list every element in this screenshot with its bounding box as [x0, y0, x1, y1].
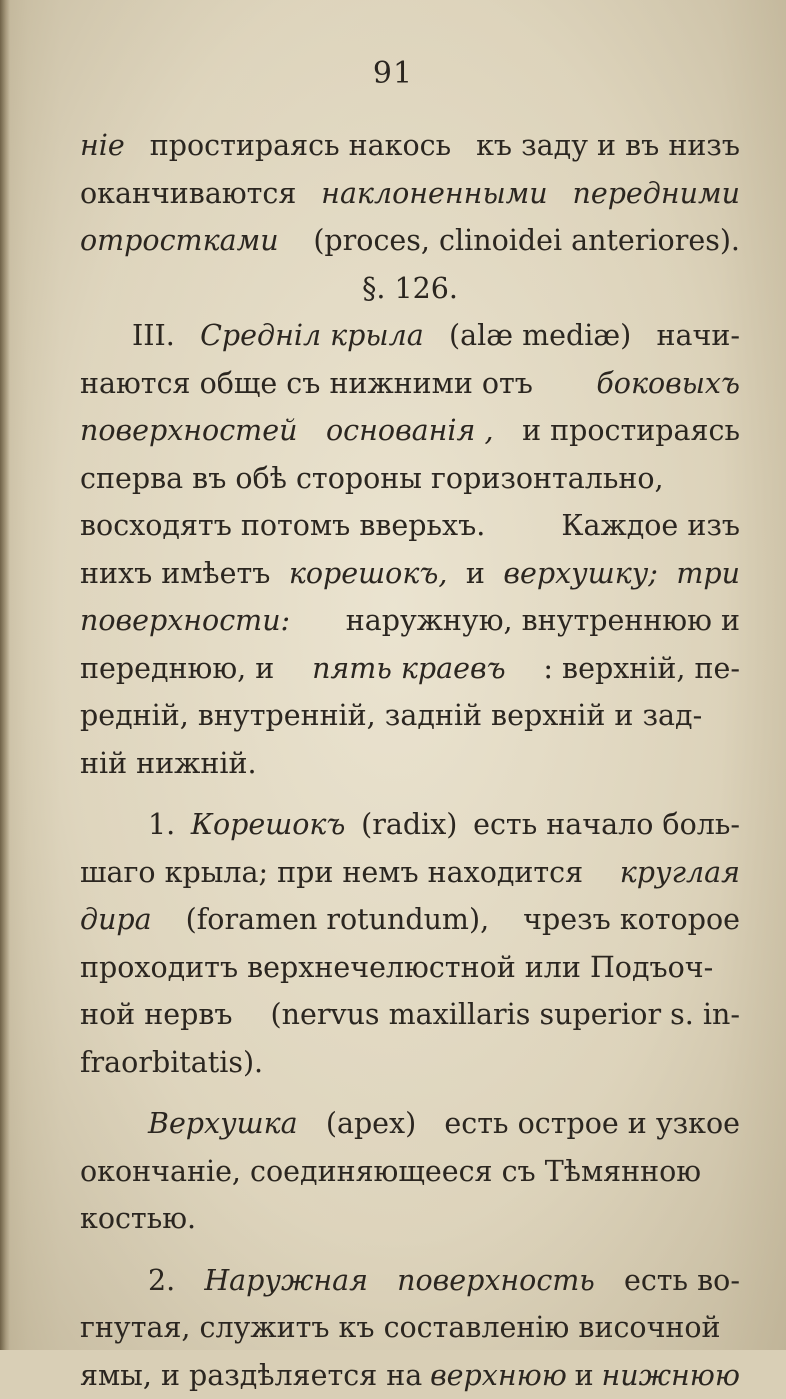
text-line: [80, 991, 740, 1039]
text-segment: (alæ mediæ): [449, 312, 631, 360]
text-segment: 2.: [148, 1257, 175, 1305]
italic-term: боковыхъ: [596, 360, 740, 408]
text-line: [80, 217, 740, 265]
text-segment: нихъ имѣетъ: [80, 550, 270, 598]
text-segment: переднюю, и: [80, 645, 274, 693]
text-segment: наружную, внутреннюю и: [346, 597, 740, 645]
italic-term: передними: [572, 170, 740, 218]
text-line: [80, 801, 740, 849]
text-line: [80, 170, 740, 218]
text-segment: (foramen rotundum),: [186, 896, 490, 944]
text-line: [80, 1257, 740, 1305]
text-line: [80, 896, 740, 944]
paragraph-gap: [80, 1086, 740, 1100]
text-segment: §. 126.: [362, 265, 458, 313]
italic-term: Корешокъ: [191, 801, 346, 849]
text-segment: простираясь накось: [150, 122, 451, 170]
text-line: [80, 1100, 740, 1148]
paragraph-gap: [80, 1243, 740, 1257]
text-segment: начи-: [657, 312, 740, 360]
text-segment: есть начало боль-: [473, 801, 740, 849]
text-line: [80, 1352, 740, 1399]
page-number: 91: [0, 56, 786, 91]
text-line: [80, 122, 740, 170]
italic-term: поверхностей: [80, 407, 297, 455]
text-segment: ямы, и раздѣляется на: [80, 1352, 422, 1399]
text-segment: костью.: [80, 1195, 196, 1243]
text-line: [80, 312, 740, 360]
text-segment: 1.: [148, 801, 175, 849]
text-segment: проходитъ верхнечелюстной или Подъоч-: [80, 944, 713, 992]
text-line: [80, 550, 740, 598]
italic-term: отростками: [80, 217, 279, 265]
italic-term: Средніл крыла: [200, 312, 424, 360]
text-segment: сперва въ обѣ стороны горизонтально,: [80, 455, 664, 503]
italic-term: верхнюю: [430, 1352, 567, 1399]
text-line: [80, 597, 740, 645]
italic-term: поверхности:: [80, 597, 290, 645]
binding-edge: [0, 0, 10, 1350]
text-segment: къ заду и въ низъ: [476, 122, 740, 170]
text-segment: ній нижній.: [80, 740, 257, 788]
text-segment: чрезъ которое: [523, 896, 740, 944]
text-segment: Каждое изъ: [561, 502, 740, 550]
text-segment: fraorbitatis).: [80, 1039, 263, 1087]
italic-term: пять краевъ: [312, 645, 506, 693]
italic-term: корешокъ,: [289, 550, 448, 598]
text-segment: есть острое и узкое: [444, 1100, 740, 1148]
text-line: [80, 645, 740, 693]
text-line: [80, 740, 740, 788]
italic-term: поверхность: [397, 1257, 595, 1305]
text-segment: : верхній, пе-: [543, 645, 740, 693]
text-line: [80, 692, 740, 740]
text-segment: окончаніе, соединяющееся съ Тѣмянною: [80, 1148, 701, 1196]
italic-term: нижнюю: [602, 1352, 740, 1399]
italic-term: ніе: [80, 122, 125, 170]
text-line: [80, 502, 740, 550]
text-line: [80, 1304, 740, 1352]
text-segment: гнутая, служитъ къ составленію височной: [80, 1304, 721, 1352]
text-line: [80, 944, 740, 992]
text-segment: (nervus maxillaris superior s. in-: [271, 991, 740, 1039]
text-segment: и простираясь: [522, 407, 740, 455]
italic-term: верхушку;: [503, 550, 657, 598]
text-segment: наются обще съ нижними отъ: [80, 360, 533, 408]
italic-term: круглая: [620, 849, 740, 897]
text-line: [80, 1195, 740, 1243]
text-line: [80, 407, 740, 455]
italic-term: основанія ,: [326, 407, 494, 455]
section-heading: [80, 265, 740, 313]
text-segment: (radix): [361, 801, 457, 849]
italic-term: три: [676, 550, 740, 598]
text-segment: и: [575, 1352, 594, 1399]
text-line: [80, 1039, 740, 1087]
text-line: [80, 360, 740, 408]
text-segment: редній, внутренній, задній верхній и зад-: [80, 692, 702, 740]
text-segment: восходятъ потомъ вверьхъ.: [80, 502, 485, 550]
italic-term: дира: [80, 896, 152, 944]
italic-term: Верхушка: [148, 1100, 298, 1148]
paragraph-gap: [80, 787, 740, 801]
text-segment: (apex): [326, 1100, 416, 1148]
text-line: [80, 455, 740, 503]
italic-term: Наружная: [204, 1257, 368, 1305]
text-segment: (proces, clinoidei anteriores).: [313, 217, 740, 265]
text-segment: ной нервъ: [80, 991, 233, 1039]
text-segment: III.: [132, 312, 175, 360]
text-segment: и: [466, 550, 485, 598]
body-text: [80, 122, 740, 1399]
text-line: [80, 849, 740, 897]
text-segment: шаго крыла; при немъ находится: [80, 849, 583, 897]
italic-term: наклоненными: [321, 170, 547, 218]
text-segment: оканчиваются: [80, 170, 296, 218]
text-line: [80, 1148, 740, 1196]
text-segment: есть во-: [624, 1257, 740, 1305]
